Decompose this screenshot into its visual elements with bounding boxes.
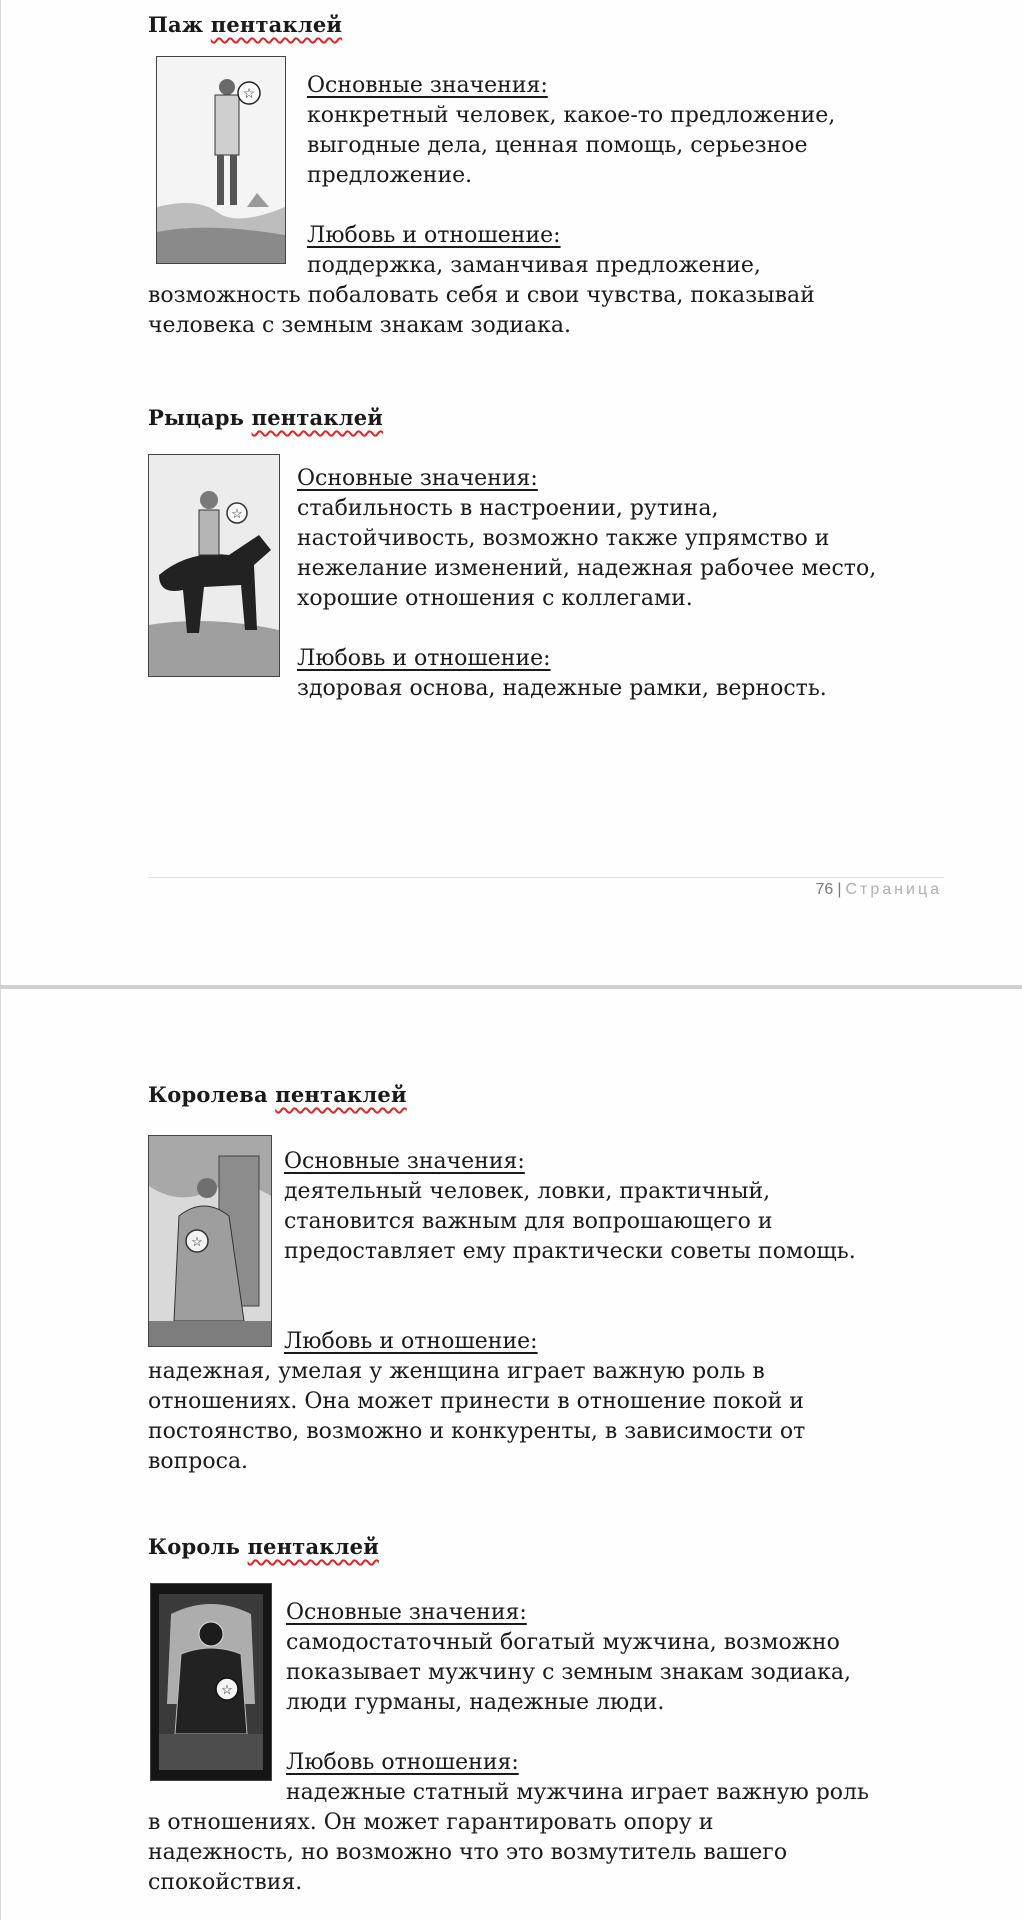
text-line: предложение. <box>307 163 473 188</box>
text-line: показывает мужчину с земным знакам зодиака, <box>286 1660 851 1685</box>
card-title-king-of-pentacles <box>148 1534 379 1559</box>
card-title-word: Рыцарь <box>148 405 245 430</box>
main-meaning-heading: Основные значения: <box>284 1149 525 1174</box>
text-line: выгодные дела, ценная помощь, серьезное <box>307 133 808 158</box>
card-title-word-spellcheck: пентаклей <box>275 1082 407 1107</box>
love-meaning-wrapped-text <box>148 1357 805 1477</box>
text-line: отношениях. Она может принести в отношение покой и <box>148 1389 804 1414</box>
card-title-word-spellcheck: пентаклей <box>247 1534 380 1559</box>
king-of-pentacles-card-image <box>150 1583 272 1781</box>
card-title-page-of-pentacles <box>148 12 342 37</box>
love-meaning-block <box>297 644 827 704</box>
text-line: конкретный человек, какое-то предложение, <box>307 103 836 128</box>
text-line: поддержка, заманчивая предложение, <box>307 253 761 278</box>
page-left-edge <box>0 0 1 985</box>
main-meaning-block <box>284 1147 856 1267</box>
main-meaning-block <box>307 71 835 191</box>
card-title-word-spellcheck: пентаклей <box>251 405 384 430</box>
text-line: постоянство, возможно и конкуренты, в зависимости от <box>148 1419 806 1444</box>
text-line: человека с земным знакам зодиака. <box>148 313 571 338</box>
card-title-word: Паж <box>148 12 204 37</box>
text-line: в отношениях. Он может гарантировать опору и <box>148 1810 714 1835</box>
love-meaning-heading: Любовь отношения: <box>286 1750 519 1775</box>
card-title-knight-of-pentacles <box>148 405 383 430</box>
text-line: хорошие отношения с коллегами. <box>297 586 693 611</box>
main-meaning-heading: Основные значения: <box>297 466 538 491</box>
document-page-77 <box>0 989 1022 1920</box>
text-line: становится важным для вопрошающего и <box>284 1209 773 1234</box>
page-left-edge <box>0 989 1 1920</box>
love-meaning-wrapped-text <box>148 281 815 341</box>
svg-text:☆: ☆ <box>242 86 256 102</box>
card-title-word: Королева <box>148 1082 268 1107</box>
text-line: надежная, умелая у женщина играет важную роль в <box>148 1359 765 1384</box>
page-number: 76 <box>815 881 834 898</box>
main-meaning-heading: Основные значения: <box>286 1600 527 1625</box>
love-heading-block <box>284 1327 538 1357</box>
footer-separator: | <box>837 881 842 898</box>
text-line: надежные статный мужчина играет важную роль <box>286 1780 869 1805</box>
page-label: Страница <box>845 881 942 898</box>
card-title-word-spellcheck: пентаклей <box>210 12 343 37</box>
main-meaning-block <box>297 464 876 614</box>
love-meaning-heading: Любовь и отношение: <box>297 646 551 671</box>
footer-divider <box>148 877 944 878</box>
card-title-word: Король <box>148 1534 241 1559</box>
love-heading-block <box>286 1748 869 1808</box>
text-line: люди гурманы, надежные люди. <box>286 1690 665 1715</box>
knight-of-pentacles-card-image <box>148 454 280 677</box>
main-meaning-heading: Основные значения: <box>307 73 548 98</box>
svg-text:☆: ☆ <box>231 507 243 522</box>
love-meaning-heading: Любовь и отношение: <box>307 223 561 248</box>
card-title-queen-of-pentacles <box>148 1082 407 1107</box>
text-line: вопроса. <box>148 1449 249 1474</box>
queen-of-pentacles-card-image <box>148 1135 272 1347</box>
love-meaning-wrapped-text <box>148 1808 787 1898</box>
main-meaning-block <box>286 1598 851 1718</box>
text-line: нежелание изменений, надежная рабочее место, <box>297 556 877 581</box>
text-line: стабильность в настроении, рутина, <box>297 496 719 521</box>
text-line: настойчивость, возможно также упрямство и <box>297 526 830 551</box>
text-line: надежность, но возможно что это возмутитель вашего <box>148 1840 788 1865</box>
text-line: спокойствия. <box>148 1870 303 1895</box>
text-line: самодостаточный богатый мужчина, возможно <box>286 1630 840 1655</box>
svg-text:☆: ☆ <box>221 1683 233 1698</box>
text-line: предоставляет ему практически советы помощь. <box>284 1239 856 1264</box>
text-line: деятельный человек, ловки, практичный, <box>284 1179 771 1204</box>
text-line: возможность побаловать себя и свои чувства, показывай <box>148 283 815 308</box>
text-line: здоровая основа, надежные рамки, верность. <box>297 676 827 701</box>
love-meaning-heading: Любовь и отношение: <box>284 1329 538 1354</box>
page-of-pentacles-card-image <box>156 56 286 264</box>
svg-text:☆: ☆ <box>191 1235 203 1250</box>
love-heading-block <box>307 221 761 281</box>
page-footer <box>816 881 942 899</box>
